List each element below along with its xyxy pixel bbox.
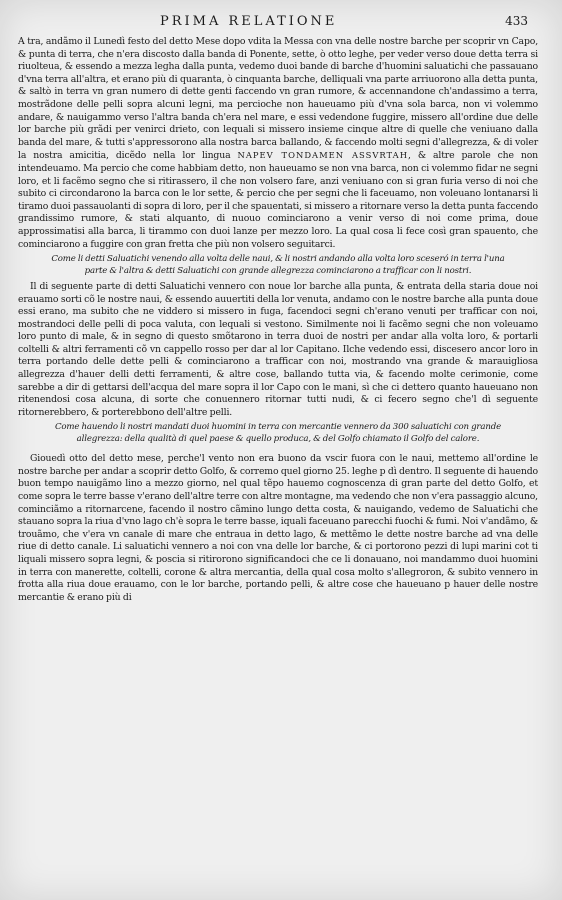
page-header xyxy=(0,14,562,36)
paragraph-3: Giouedì otto del detto mese, perche'l vento non era buono da vscir fuora con le naui, mettemo all'ordine le nostre barche per andar a scoprir detto Golfo, & corremo quel giorno 25. leghe p dì dentro. Il seguente di hauendo buon tempo nauigãmo lino a mezzo giorno, nel qual tẽpo hauemo cognoscenza di gran parte del detto Golfo, et come sopra le terre basse v'erano dell'altre terre con altre montagne, ma vedendo che non v'era passaggio alcuno, cominciãmo a ritornarcene, facendo il nostro cãmino lungo detta costa, & nauigando, vedemo de Saluatichi che stauano sopra la riua d'vno lago ch'è sopra le terre basse, iquali faceuano parecchi fuochi & fumi. Noi v'andãmo, & trouãmo, che v'era vn canale di mare che entraua in detto lago, & mettẽmo le dette nostre barche ad vna delle riue di detto canale. Li saluatichi vennero a noi con vna delle lor barche, & ci portorono pezzi di lupi marini cot ti liquali missero sopra legni, & poscia si ritirorono significandoci che ce li donauano, noi mandammo duoi huomini in terra con manerette, coltelli, corone & altra mercantia, della qual cosa molto s'allegroron, & subito vennero in frotta alla riua doue erauamo, con le lor barche, portando pelli, & altre cose che haueuano p hauer delle nostre mercantie & erano più di xyxy=(18,453,538,603)
native-words: NAPEV TONDAMEN ASSVRTAH xyxy=(237,150,409,161)
paragraph-1-text-b: , & altre parole che non intendeuamo. Ma percio che come habbiam detto, non haueuamo se non vna barca, non ci volemmo fidar ne segni loro, et li facẽmo segno che si ritirassero, il che non volsero fare, anzi veniuano con si gran furia verso di noi che subito ci circondarono la barca con le lor sette, & percio che per segni che li faceuamo, non voleuano lontanarsi li tiramo duoi passauolanti di sopra di loro, per il che spauentati, si missero a ritornare verso la detta punta faccendo grandissimo rumore, & stati alquanto, di nuouo cominciarono a venir verso di noi come prima, doue approssimatisi alla barca, li tirammo con duoi lanze per mezzo loro. La qual cosa li fece così gran spauento, che cominciarono a fuggire con gran fretta che più non volsero seguitarci. xyxy=(18,150,538,250)
running-head: PRIMA RELATIONE xyxy=(160,14,338,29)
marginal-summary-2: Come hauendo li nostri mandati duoi huomini in terra con mercantie vennero da 300 saluatichi con grande allegrezza: della qualità di quel paese & quello produca, & del Golfo chiamato il Golfo del calore. xyxy=(54,422,502,444)
marginal-summary-1: Come li detti Saluatichi venendo alla volta delle naui, & li nostri andando alla volta loro sceseró in terra l'una parte & l'altra & detti Saluatichi con grande allegrezza cominciarono a trafficar con li nostri. xyxy=(51,254,505,276)
paragraph-2: Il di seguente parte di detti Saluatichi vennero con noue lor barche alla punta, & entrata della staria doue noi erauamo sorti cõ le nostre naui, & essendo auuertiti della lor venuta, andamo con le nostre barche alla punta doue essi erano, ma subito che ne viddero si missero in fuga, facendoci segni ch'erano venuti per trafficar con noi, mostrandoci delle pelli di poca valuta, con lequali si vestono. Similmente noi li facẽmo segni che non voleuamo loro punto di male, & in segno di questo smõtarono in terra duoi de nostri per andar alla volta loro, & portarli coltelli & altri ferramenti cõ vn cappello rosso per dar al lor Capitano. Ilche vedendo essi, discesero ancor loro in terra portando delle dette pelli & cominciarono a trafficar con noi, mostrando vna grande & marauigliosa allegrezza d'hauer delli detti ferramenti, & altre cose, ballando tutta via, & facendo molte cerimonie, come sarebbe a dir di gettarsi dell'acqua del mare sopra il lor Capo con le mani, sì che ci dettero quanto haueuano non ritenendosi cosa alcuna, di sorte che conuennero ritornar tutti nudi, & ci fecero segno che'l dì seguente ritornerebbero, & porterebbono dell'altre pelli. xyxy=(18,280,538,418)
page-body xyxy=(18,36,538,604)
paragraph-1-text-a: A tra, andãmo il Lunedì festo del detto Mese dopo vdita la Messa con vna delle nostre barche per scoprir vn Capo, & punta di terra, che n'era discosto dalla banda di Ponente, sette, ò otto leghe, per veder verso doue detta terra si riuolteua, & essendo a mezza legha dalla punta, vedemo duoi bande di barche d'huomini saluatichi che passauano d'vna terra all'altra, et erano più di quaranta, ò cinquanta barche, delliquali vna parte arriuorono alla detta punta, & saltò in terra vn gran numero di dette genti faccendo vn gran rumore, & accennandone ch'andassimo a terra, mostrãdone delle pelli sopra alcuni legni, ma percioche non haueuamo più d'vna sola barca, non vi volemmo andare, & nauigammo verso l'altra banda ch'era nel mare, e essi vedendone fuggire, missero all'ordine due delle lor barche più grãdi per venirci drieto, con lequali si missero insieme cinque altre di quelle che veniuano dalla banda del mare, & tutti s'appressorono alla nostra barca ballando, & faccendo molti segni d'allegrezza, & di voler la nostra amicitia, dicẽdo nella lor lingua xyxy=(18,36,538,162)
page-number: 433 xyxy=(505,14,528,28)
paragraph-1 xyxy=(18,36,538,251)
